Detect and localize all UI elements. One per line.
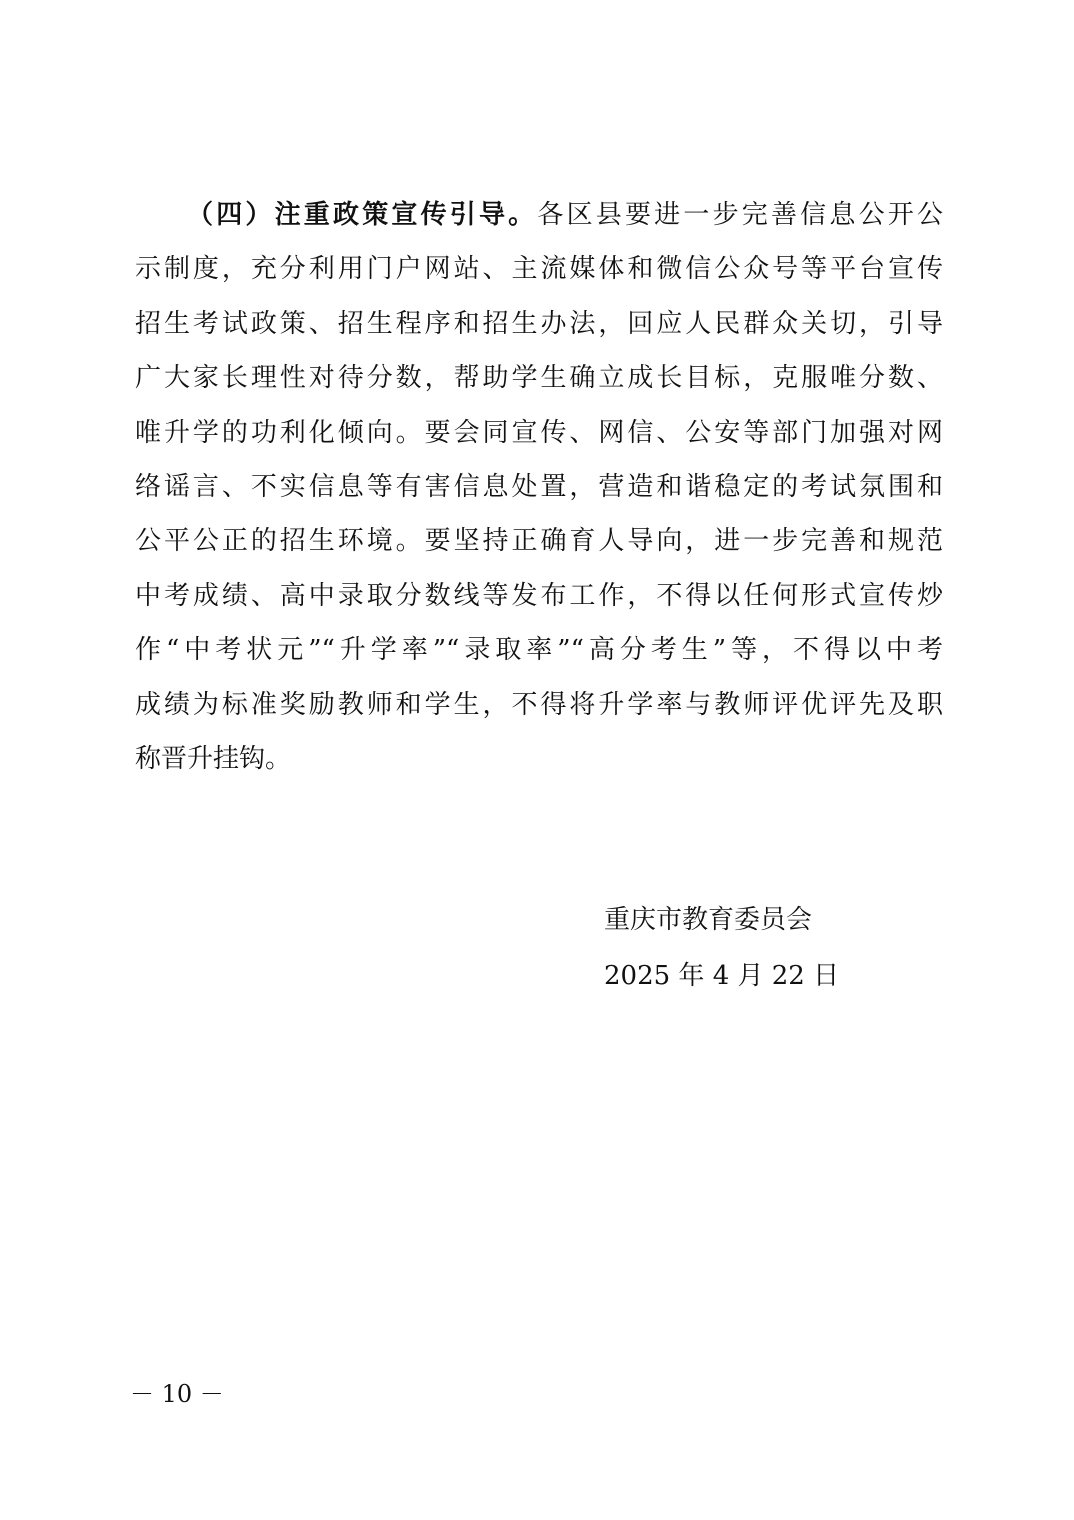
paragraph-line-5: 唯升学的功利化倾向。要会同宣传、网信、公安等部门加强对网 xyxy=(135,417,943,448)
paragraph-line-10: 成绩为标准奖励教师和学生，不得将升学率与教师评优评先及职 xyxy=(135,689,943,720)
paragraph-line-11: 称晋升挂钩。 xyxy=(135,743,292,774)
paragraph-line-8: 中考成绩、高中录取分数线等发布工作，不得以任何形式宣传炒 xyxy=(135,580,943,611)
issue-date: 2025 年 4 月 22 日 xyxy=(604,961,840,991)
paragraph-line-1-text: 各区县要进一步完善信息公开公 xyxy=(537,200,943,230)
paragraph-line-2: 示制度，充分利用门户网站、主流媒体和微信公众号等平台宣传 xyxy=(135,254,943,285)
paragraph-line-7: 公平公正的招生环境。要坚持正确育人导向，进一步完善和规范 xyxy=(135,526,943,557)
paragraph-line-1 xyxy=(135,188,943,242)
policy-paragraph xyxy=(135,188,943,786)
issuing-organization: 重庆市教育委员会 xyxy=(604,905,813,935)
paragraph-line-4: 广大家长理性对待分数，帮助学生确立成长目标，克服唯分数、 xyxy=(135,363,943,394)
page-number: － 10 － xyxy=(130,1380,224,1408)
paragraph-line-9: 作“中考状元”“升学率”“录取率”“高分考生”等，不得以中考 xyxy=(135,635,943,666)
paragraph-line-6: 络谣言、不实信息等有害信息处置，营造和谐稳定的考试氛围和 xyxy=(135,471,943,502)
paragraph-line-3: 招生考试政策、招生程序和招生办法，回应人民群众关切，引导 xyxy=(135,308,943,339)
signature-block xyxy=(604,892,864,1004)
section-heading: （四）注重政策宣传引导。 xyxy=(187,200,538,230)
